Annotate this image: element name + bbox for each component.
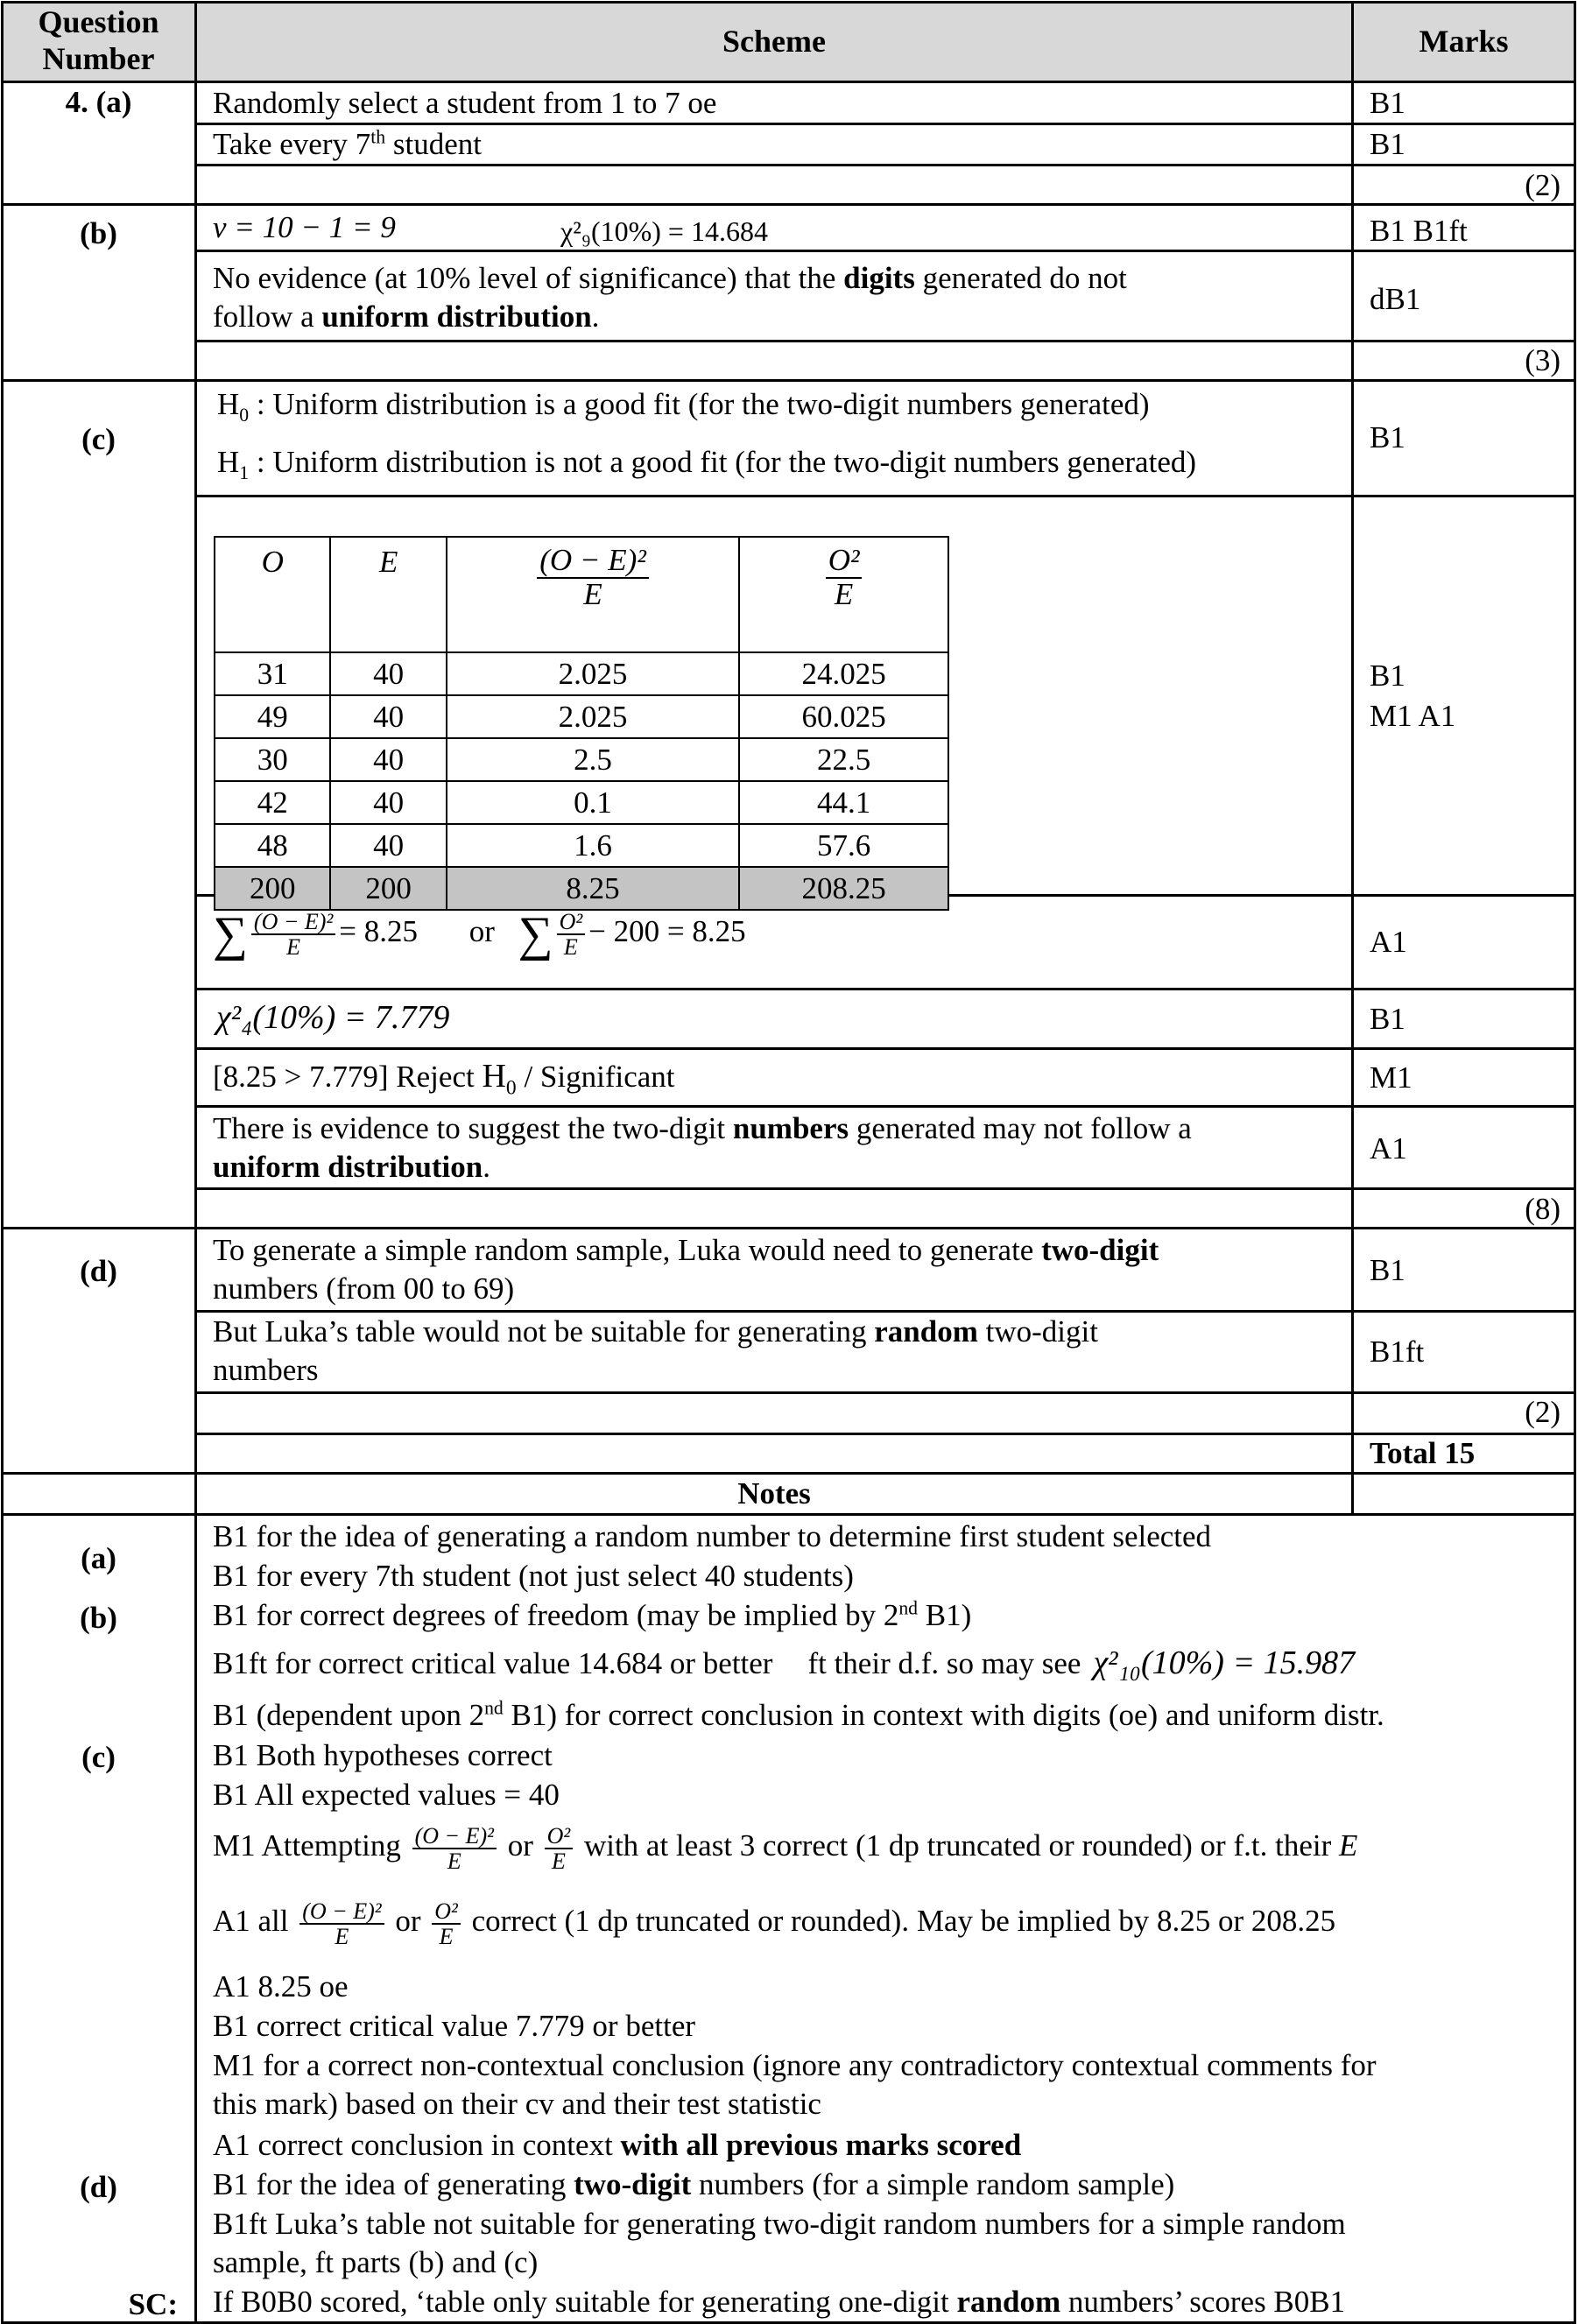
part-d-row-2-line-2: numbers — [213, 1353, 319, 1387]
part-d-mark-1: B1 — [1370, 1253, 1405, 1287]
notes-title-bottom-line — [1, 1513, 1576, 1516]
part-label-c: (c) — [81, 422, 116, 456]
chi-square-table — [214, 536, 949, 905]
note-line: B1 Both hypotheses correct — [213, 1738, 553, 1772]
note-line: M1 for a correct non-contextual conclusion (ignore any contradictory contextual comments for — [213, 2048, 1377, 2082]
table-row: 49 40 2.025 60.025 — [215, 695, 948, 738]
part-c-hypothesis-mark: B1 — [1370, 420, 1405, 454]
table-header-expected: E — [330, 537, 446, 652]
part-b-critical-value: χ²₉(10%) = 14.684 — [560, 215, 768, 247]
part-b-mark-1: B1 B1ft — [1370, 214, 1468, 248]
note-line: B1 All expected values = 40 — [213, 1778, 560, 1812]
note-line: A1 8.25 oe — [213, 1969, 349, 2004]
part-c-conclusion-line-1: There is evidence to suggest the two-digit numbers generated may not follow a — [213, 1111, 1192, 1145]
notes-label-d: (d) — [80, 2170, 117, 2204]
part-b-bottom-line — [1, 379, 1576, 382]
notes-label-b: (b) — [80, 1601, 117, 1635]
table-row: 30 40 2.5 22.5 — [215, 738, 948, 781]
part-label-b: (b) — [80, 216, 117, 250]
note-line: B1 for every 7th student (not just select 40 students) — [213, 1559, 854, 1593]
part-c-conclusion-line-2: uniform distribution. — [213, 1150, 490, 1184]
note-line: M1 Attempting $\frac{\text{(O − E)²}}{E}$ or $\frac{\text{O²}}{E}$ with at least 3 correct (1 dp truncated or rounded) or f.t. their E — [213, 1822, 1358, 1874]
note-line: B1 (dependent upon 2nd B1) for correct conclusion in context with digits (oe) and uniform distr. — [213, 1697, 1384, 1732]
note-line: B1 for correct degrees of freedom (may be implied by 2nd B1) — [213, 1597, 972, 1632]
part-d-row-2-line-1: But Luka’s table would not be suitable for generating random two-digit — [213, 1314, 1098, 1349]
note-line: If B0B0 scored, ‘table only suitable for generating one-digit random numbers’ scores B0B1 — [213, 2285, 1346, 2319]
notes-title: Notes — [737, 1476, 811, 1511]
note-line: sample, ft parts (b) and (c) — [213, 2245, 539, 2279]
note-line: B1ft for correct critical value 14.684 or better ft their d.f. so may see χ²₁₀(10%) = 15.987 — [213, 1644, 1356, 1681]
note-line: B1ft Luka’s table not suitable for generating two-digit random numbers for a simple random — [213, 2207, 1346, 2241]
part-b-conclusion-line-1: No evidence (at 10% level of significance) that the digits generated do not — [213, 261, 1127, 295]
part-b-dof: ν = 10 − 1 = 9 — [213, 210, 396, 244]
border-top — [1, 1, 1576, 4]
part-a-bottom-line — [1, 203, 1576, 206]
part-b-mark-2: dB1 — [1370, 282, 1421, 316]
notes-label-sc: SC: — [128, 2287, 178, 2321]
row-line — [194, 495, 1576, 497]
part-c-subtotal: (8) — [1525, 1192, 1560, 1226]
note-line: B1 for the idea of generating two-digit numbers (for a simple random sample) — [213, 2167, 1175, 2201]
part-a-mark-2: B1 — [1370, 127, 1405, 161]
table-header-chi-component: $\frac{\text{(O − E)²}}{E}$ — [447, 537, 739, 652]
header-scheme: Scheme — [722, 24, 826, 59]
note-line: B1 correct critical value 7.779 or better — [213, 2009, 696, 2043]
part-d-row-1-line-2: numbers (from 00 to 69) — [213, 1271, 515, 1306]
part-c-alt-hypothesis: $H_1$ : Uniform distribution is not a good fit (for the two-digit numbers generated) — [217, 445, 1197, 483]
part-c-test-statistic: ∑ $\frac{\text{(O − E)²}}{E}$ = 8.25 or ∑ $\frac{\text{O²}}{E}$ − 200 = 8.25 — [213, 906, 746, 961]
note-line: this mark) based on their cv and their test statistic — [213, 2087, 821, 2121]
column-divider-1 — [194, 1, 197, 2323]
table-row: 31 40 2.025 24.025 — [215, 652, 948, 695]
note-line: B1 for the idea of generating a random number to determine first student selected — [213, 1519, 1212, 1553]
part-label-a: 4. (a) — [65, 85, 132, 119]
part-c-crit-mark: B1 — [1370, 1002, 1405, 1036]
part-c-table-mark-1: B1 — [1370, 658, 1405, 693]
row-line — [194, 988, 1576, 990]
part-a-subtotal: (2) — [1525, 168, 1560, 202]
part-b-subtotal: (3) — [1525, 343, 1560, 377]
note-line: A1 all $\frac{\text{(O − E)²}}{E}$ or $\frac{\text{O²}}{E}$ correct (1 dp truncated or rounded). May be implied by 8.25 or 208.25 — [213, 1898, 1336, 1949]
part-c-null-hypothesis: $H_0$ : Uniform distribution is a good fit (for the two-digit numbers generated) — [217, 387, 1150, 426]
table-header-observed: O — [215, 537, 330, 652]
part-d-subtotal: (2) — [1525, 1395, 1560, 1429]
part-a-row-2: Take every 7th student — [213, 126, 482, 161]
header-marks: Marks — [1419, 24, 1509, 59]
part-a-mark-1: B1 — [1370, 86, 1405, 120]
border-left — [1, 1, 4, 2323]
question-total: Total 15 — [1370, 1436, 1476, 1470]
table-row: 42 40 0.1 44.1 — [215, 781, 948, 824]
header-question-number: Question Number — [38, 4, 159, 76]
part-c-reject-statement: [8.25 > 7.779] Reject $H_0$ / Significant — [213, 1058, 675, 1100]
part-a-row-1: Randomly select a student from 1 to 7 oe — [213, 86, 717, 120]
part-d-mark-2: B1ft — [1370, 1335, 1425, 1369]
part-c-sum-mark: A1 — [1370, 925, 1407, 959]
row-line — [194, 1105, 1576, 1108]
column-divider-2 — [1351, 1, 1354, 1515]
part-d-row-1-line-1: To generate a simple random sample, Luka would need to generate two-digit — [213, 1233, 1159, 1267]
part-c-table-mark-2: M1 A1 — [1370, 699, 1456, 733]
part-c-conclusion-mark: A1 — [1370, 1131, 1407, 1166]
notes-label-c: (c) — [81, 1740, 116, 1774]
part-c-reject-mark: M1 — [1370, 1060, 1412, 1095]
table-totals-row: 200 200 8.25 208.25 — [215, 867, 948, 910]
notes-label-a: (a) — [81, 1541, 116, 1575]
part-c-critical-value: χ²₄(10%) = 7.779 — [216, 999, 450, 1036]
border-right — [1574, 1, 1576, 2323]
part-b-conclusion-line-2: follow a uniform distribution. — [213, 299, 600, 334]
table-header-o-squared: $\frac{\text{O²}}{E}$ — [739, 537, 948, 652]
row-line — [194, 1047, 1576, 1050]
part-label-d: (d) — [80, 1254, 117, 1288]
note-line: A1 correct conclusion in context with all previous marks scored — [213, 2128, 1022, 2162]
table-row: 48 40 1.6 57.6 — [215, 824, 948, 867]
header-bottom-line — [1, 81, 1576, 83]
part-c-bottom-line — [1, 1227, 1576, 1229]
